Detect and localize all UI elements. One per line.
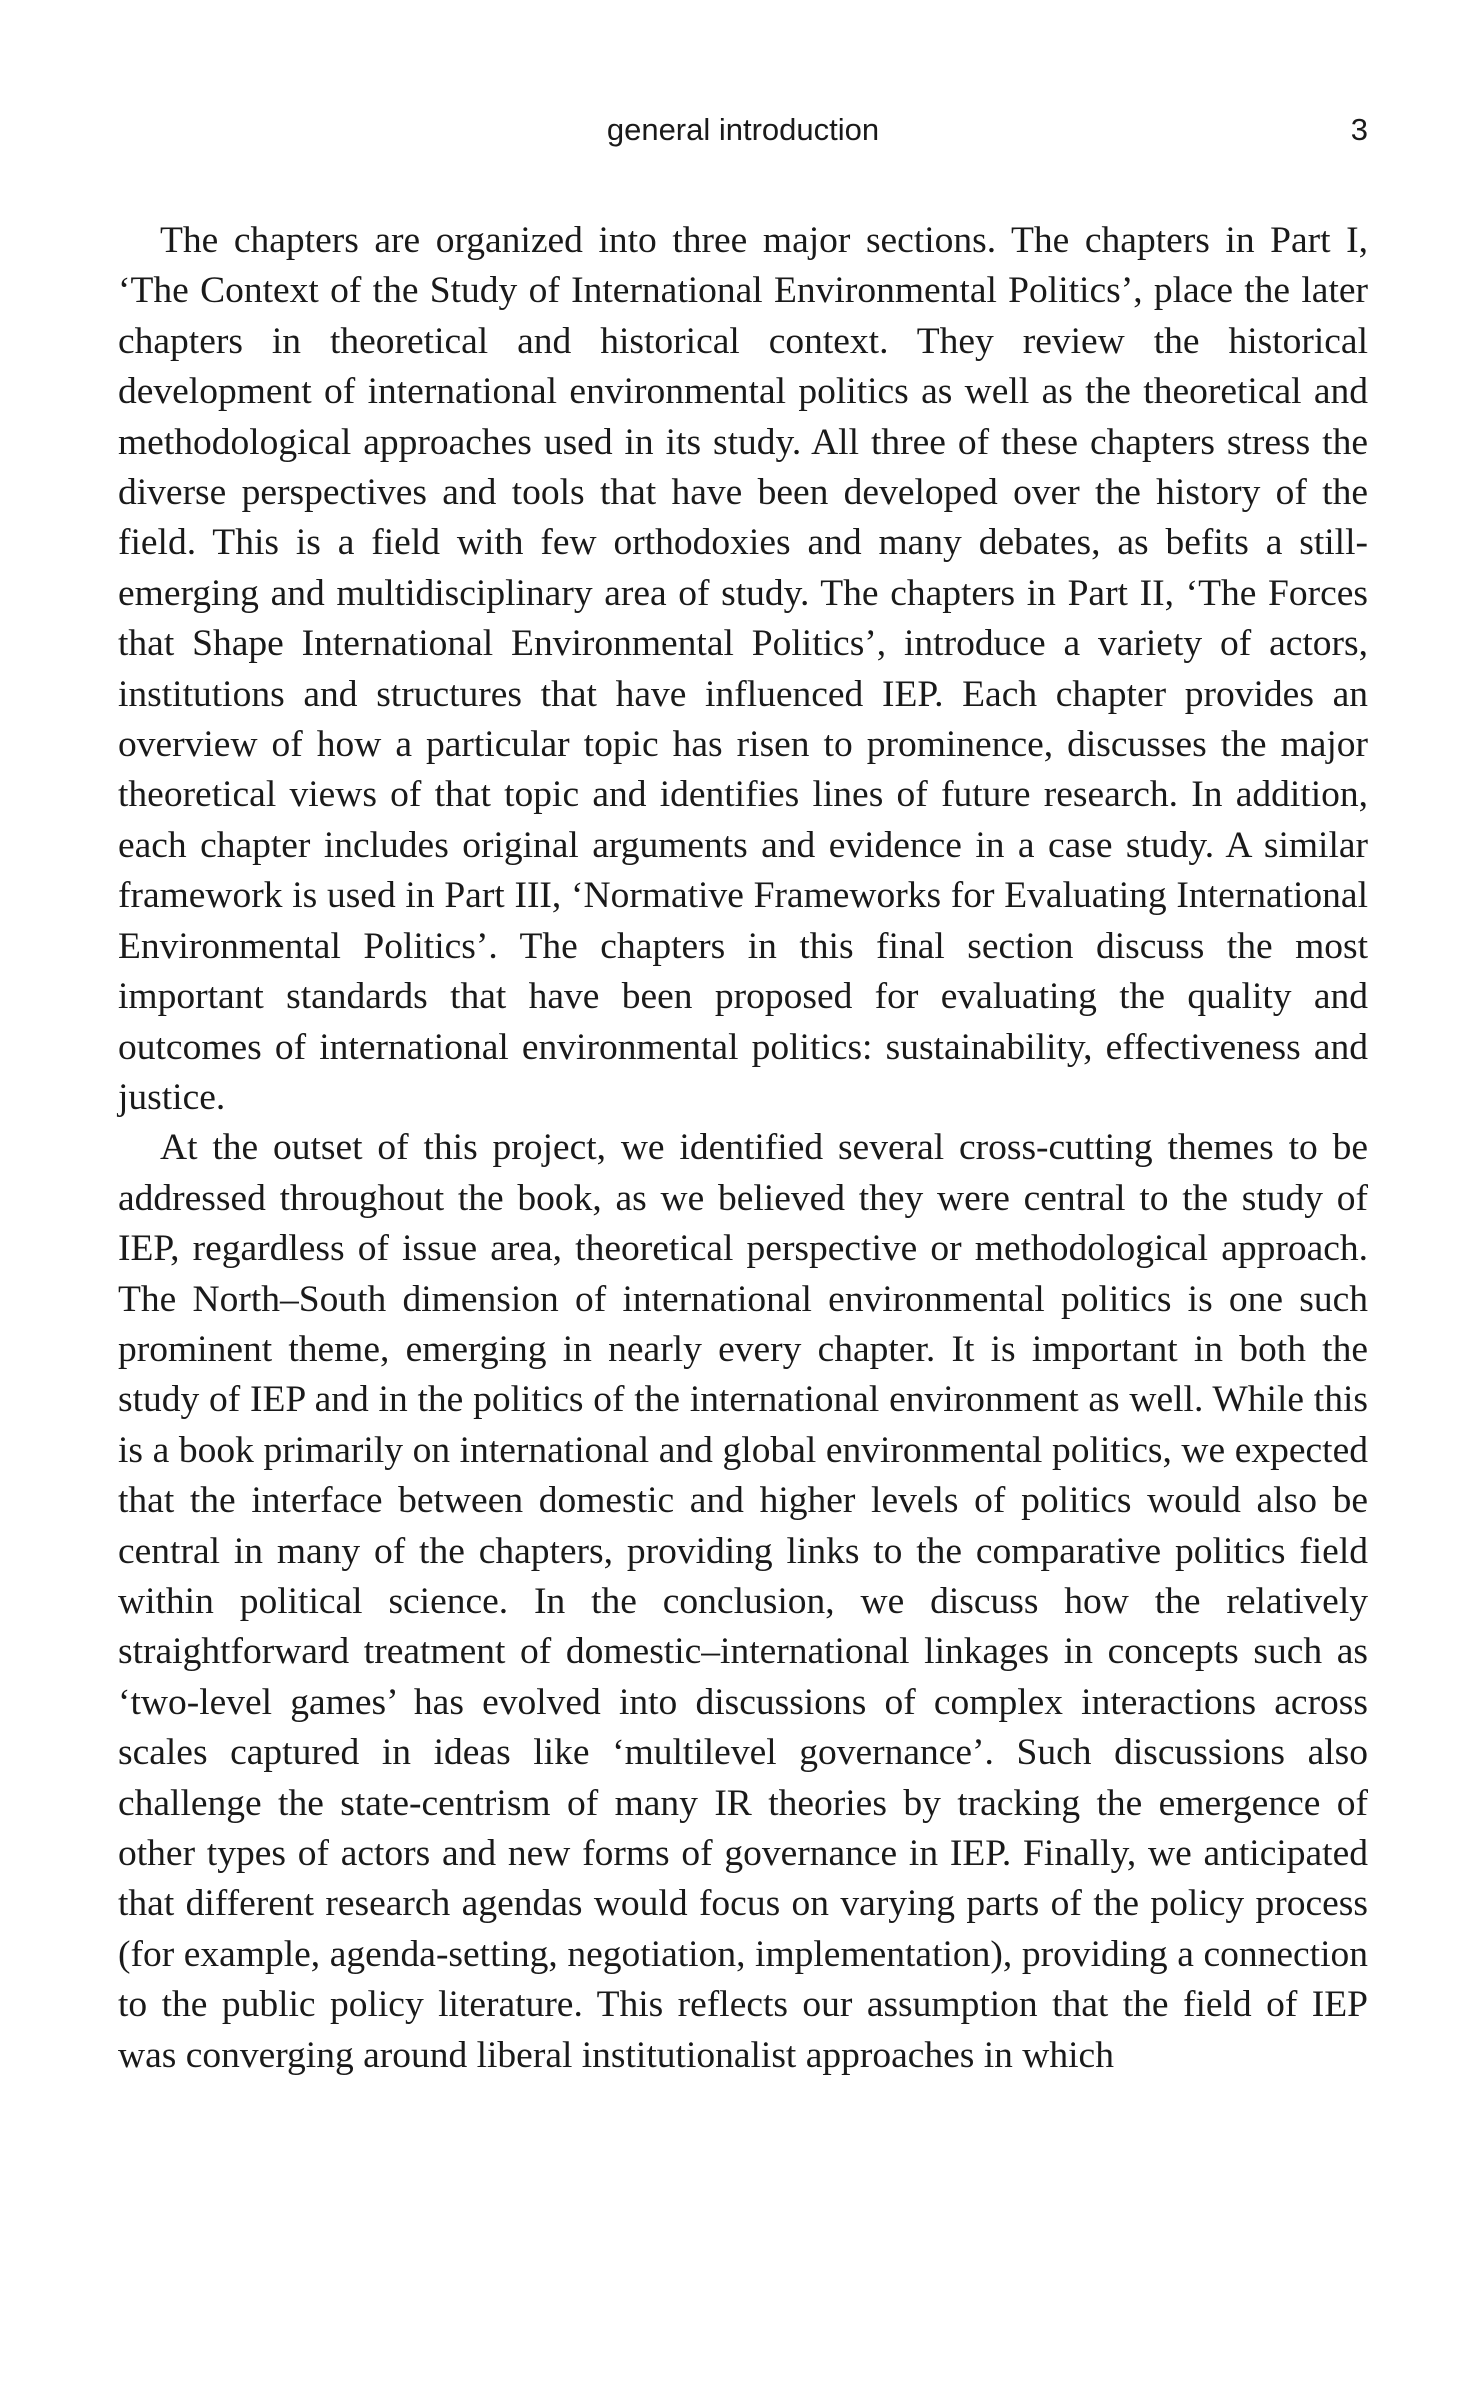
paragraph-sections-overview: The chapters are organized into three major sections. The chapters in Part I, ‘The Context of the Study of International Environmental Politics’, place the later chapters in theoretical and historical context. They review the historical development of international environmental politics as well as the theoretical and methodological approaches used in its study. All three of these chapters stress the diverse perspectives and tools that have been developed over the history of the field. This is a field with few orthodoxies and many debates, as befits a still-emerging and multidisciplinary area of study. The chapters in Part II, ‘The Forces that Shape International Environmental Politics’, introduce a variety of actors, institutions and structures that have influenced IEP. Each chapter provides an overview of how a particular topic has risen to prominence, discusses the major theoretical views of that topic and identifies lines of future research. In addition, each chapter includes original arguments and evidence in a case study. A similar framework is used in Part III, ‘Normative Frameworks for Evaluating International Environmental Politics’. The chapters in this final section discuss the most important standards that have been proposed for evaluating the quality and outcomes of international environmental politics: sustainability, effectiveness and justice.: [118, 220, 1368, 1118]
page-number: 3: [1350, 112, 1368, 147]
running-head: [118, 108, 1368, 152]
body-text: [118, 216, 1368, 2081]
running-title: general introduction: [606, 112, 880, 147]
paragraph-cross-cutting-themes: At the outset of this project, we identified several cross-cutting themes to be addressed throughout the book, as we believed they were central to the study of IEP, regardless of issue area, theoretical perspective or methodological approach. The North–South dimension of international environmental politics is one such prominent theme, emerging in nearly every chapter. It is important in both the study of IEP and in the politics of the international environment as well. While this is a book primarily on international and global environmental politics, we expected that the interface between domestic and higher levels of politics would also be central in many of the chapters, providing links to the comparative politics field within political science. In the conclusion, we discuss how the relatively straightforward treatment of domestic–international linkages in concepts such as ‘two-level games’ has evolved into discussions of complex interactions across scales captured in ideas like ‘multilevel governance’. Such discussions also challenge the state-centrism of many IR theories by tracking the emergence of other types of actors and new forms of governance in IEP. Finally, we anticipated that different research agendas would focus on varying parts of the policy process (for example, agenda-setting, negotiation, implementation), providing a connection to the public policy literature. This reflects our assumption that the field of IEP was converging around liberal institutionalist approaches in which: [118, 1127, 1368, 2076]
